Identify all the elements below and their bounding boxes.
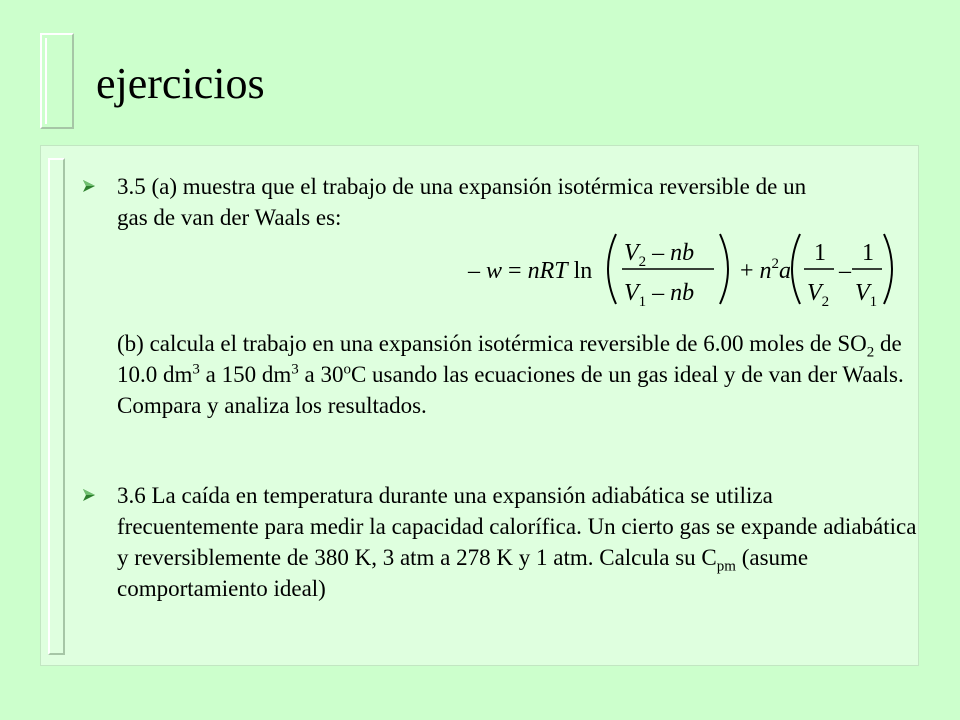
formula-denominator-1: $V_1$ – nb: [624, 280, 695, 310]
part-b-text-2: de 10.0 dm: [117, 331, 902, 387]
arrow-bullet-icon: [82, 179, 96, 193]
exercise-3-6-sub: pm: [716, 558, 736, 575]
formula-plus-term: + $n^2a$: [740, 256, 792, 284]
formula-one-b: 1: [862, 240, 874, 266]
exercise-3-5-part-b: [117, 328, 927, 421]
formula-v1: $V_1$: [855, 280, 878, 310]
panel-decoration-bar: [48, 158, 65, 655]
part-b-text-3: a 150 dm: [199, 362, 292, 387]
title-decoration-bar: [40, 33, 74, 129]
work-formula: [458, 228, 898, 310]
part-b-sup-1: 3: [192, 361, 200, 378]
formula-one-a: 1: [814, 240, 826, 266]
part-b-sup-3: o: [343, 361, 351, 378]
part-b-sub: 2: [866, 344, 875, 361]
part-b-text-5: C usando las ecuaciones de un gas ideal y de van der Waals. Compara y analiza los resultados.: [117, 362, 904, 418]
exercise-3-6-text-1: 3.6 La caída en temperatura durante una expansión adiabática se utiliza frecuentemente para medir la capacidad calorífica. Un cierto gas se expande adiabática y reversiblemente de 380 K, 3 atm a 278 K y 1 atm. Calcula su C: [117, 483, 917, 570]
formula-minus: –: [839, 258, 851, 284]
exercise-3-5-part-a-text: 3.5 (a) muestra que el trabajo de una expansión isotérmica reversible de un gas de van der Waals es:: [117, 174, 807, 230]
part-b-sup-2: 3: [291, 361, 299, 378]
formula-v2: $V_2$: [807, 280, 830, 310]
formula-lhs: – w = nRT ln: [468, 258, 593, 284]
exercise-3-5-part-a: [117, 171, 817, 233]
exercise-3-6-text-2: (asume comportamiento ideal): [117, 545, 809, 601]
formula-numerator-1: $V_2$ – nb: [624, 240, 695, 270]
slide-title: ejercicios: [96, 59, 265, 108]
exercise-3-6: [117, 480, 917, 604]
arrow-bullet-icon: [82, 488, 96, 502]
part-b-text-1: (b) calcula el trabajo en una expansión isotérmica reversible de 6.00 moles de SO: [117, 331, 867, 356]
part-b-text-4: a 30: [298, 362, 344, 387]
